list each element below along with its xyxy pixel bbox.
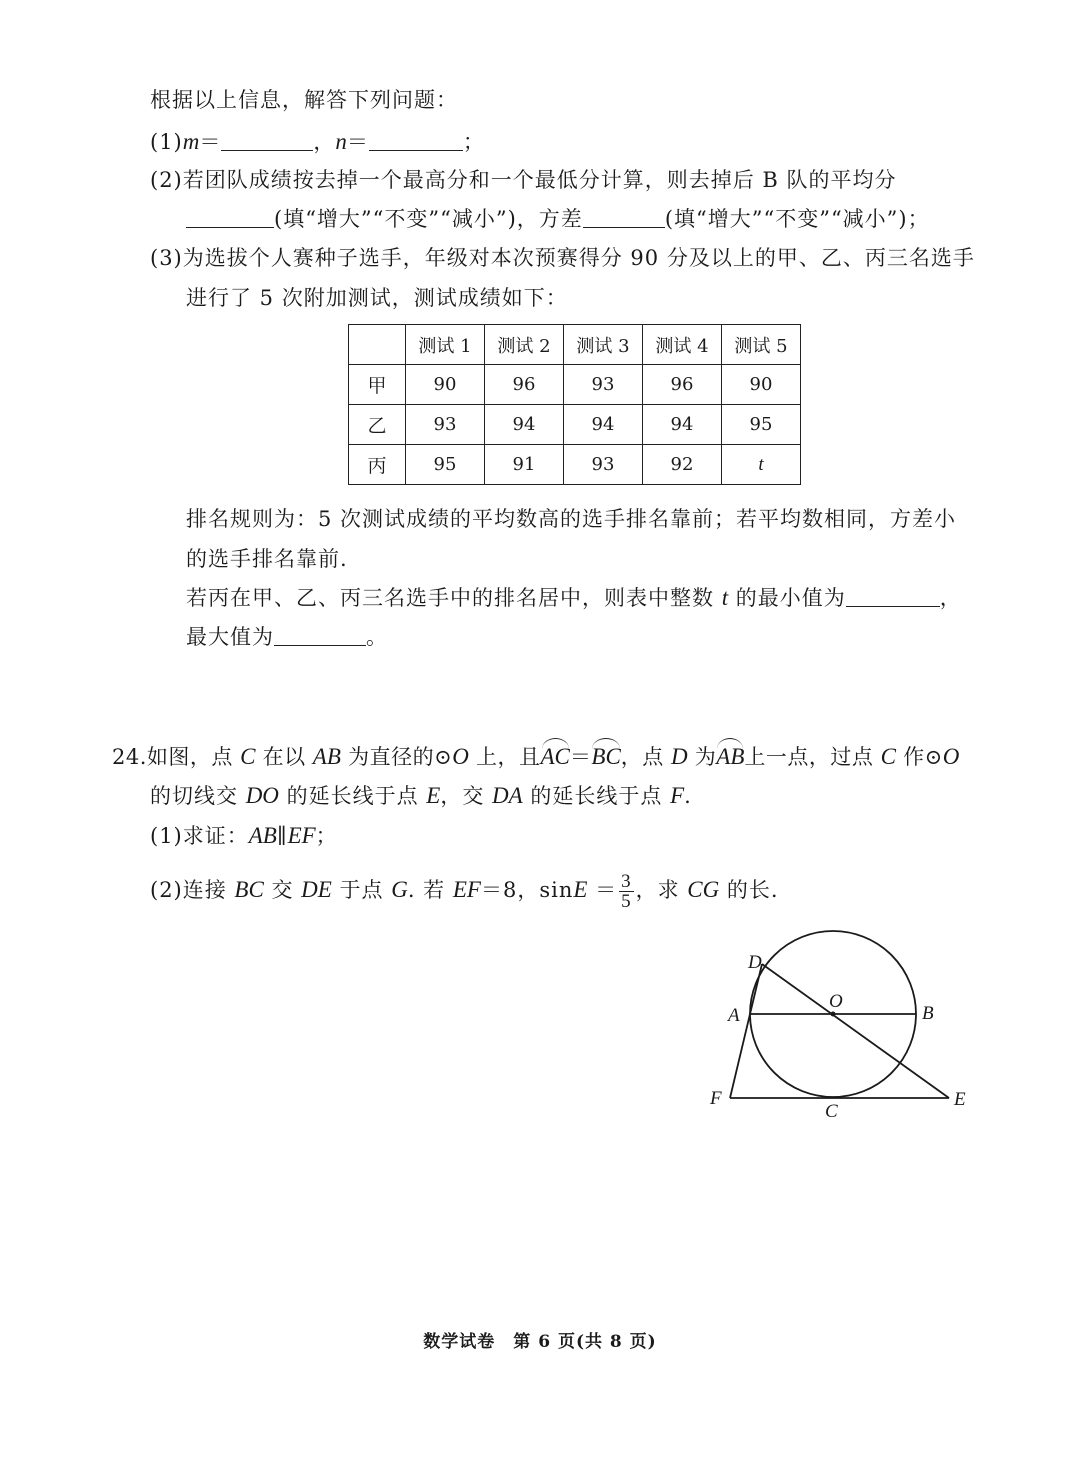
q24-line2 <box>150 782 692 810</box>
label-e: E <box>954 1089 966 1110</box>
var: G <box>391 877 408 902</box>
line-de <box>762 964 949 1098</box>
text: ； <box>315 824 338 848</box>
arc-ab: AB <box>716 744 745 769</box>
text: . <box>684 784 692 808</box>
fraction-three-fifths <box>619 872 634 911</box>
text: 的切线交 <box>150 784 246 808</box>
answer-blank-n[interactable] <box>369 128 463 151</box>
rule-line2: 的选手排名靠前. <box>186 547 348 571</box>
table-cell <box>349 325 406 365</box>
q23-part2-line1: (2)若团队成绩按去掉一个最高分和一个最低分计算，则去掉后 B 队的平均分 <box>150 168 897 192</box>
var: DA <box>492 783 523 808</box>
text: 为 <box>687 745 717 769</box>
table-row <box>349 405 801 445</box>
var: D <box>670 744 688 769</box>
arc-bc: BC <box>591 744 621 769</box>
label-f: F <box>710 1088 722 1109</box>
q23-part2-line2 <box>186 205 930 233</box>
text: ，交 <box>440 784 493 808</box>
intro-text: 根据以上信息，解答下列问题： <box>150 88 458 112</box>
table-header-cell: 测试 4 <box>643 325 722 365</box>
line-af <box>730 1014 750 1098</box>
text: 的延长线于点 <box>522 784 671 808</box>
q23-part3-line2: 进行了 5 次附加测试，测试成绩如下： <box>186 286 568 310</box>
q24-part1 <box>150 822 338 850</box>
q24-part2 <box>150 872 779 911</box>
text: (2)连接 <box>150 878 235 902</box>
table-header-cell: 测试 1 <box>406 325 485 365</box>
var: O <box>942 744 960 769</box>
var: F <box>670 783 685 808</box>
q23-part3-line1: (3)为选拔个人赛种子选手，年级对本次预赛得分 90 分及以上的甲、乙、丙三名选手 <box>150 246 975 270</box>
var-t: t <box>721 585 729 610</box>
comma: ， <box>939 586 962 610</box>
text: 如图，点 <box>146 745 241 769</box>
q24-line1 <box>112 743 959 771</box>
text: 最大值为 <box>186 625 274 649</box>
equals-sign: ＝ <box>346 130 369 154</box>
table-cell: 95 <box>722 405 801 445</box>
text: . 若 <box>407 878 453 902</box>
text: ，点 <box>620 745 671 769</box>
parallel-sign: ∥ <box>276 824 288 848</box>
answer-blank-average[interactable] <box>186 205 274 228</box>
answer-blank-variance[interactable] <box>583 205 665 228</box>
table-row <box>349 365 801 405</box>
text: 作⊙ <box>895 745 943 769</box>
table-cell: 94 <box>485 405 564 445</box>
table-cell-t: t <box>722 445 801 485</box>
table-row-label: 乙 <box>349 405 406 445</box>
var: C <box>240 744 256 769</box>
denominator: 5 <box>621 891 632 912</box>
text: 交 <box>263 878 302 902</box>
answer-blank-min[interactable] <box>846 584 940 607</box>
var: EF <box>452 877 481 902</box>
table-cell: 91 <box>485 445 564 485</box>
var: AB <box>248 823 277 848</box>
text: (1)求证： <box>150 824 249 848</box>
rule-line1: 排名规则为：5 次测试成绩的平均数高的选手排名靠前；若平均数相同，方差小 <box>186 507 957 531</box>
text: ＝8，sin <box>480 878 574 902</box>
var: CG <box>687 877 720 902</box>
question-number: 24. <box>112 745 147 769</box>
text: 上一点，过点 <box>744 745 881 769</box>
table-row <box>349 445 801 485</box>
label-d: D <box>748 952 762 973</box>
var-m: m <box>182 129 200 154</box>
table-cell: 90 <box>406 365 485 405</box>
table-row-label: 丙 <box>349 445 406 485</box>
text: 。 <box>366 625 388 649</box>
table-cell: 90 <box>722 365 801 405</box>
table-cell: 96 <box>485 365 564 405</box>
text: 在以 <box>255 745 313 769</box>
test-scores-table <box>348 324 801 485</box>
arc-ac: AC <box>540 744 570 769</box>
table-cell: 93 <box>564 445 643 485</box>
answer-blank-max[interactable] <box>274 623 366 646</box>
text: (填“增大”“不变”“减小”)，方差 <box>274 207 583 231</box>
table-header-cell: 测试 3 <box>564 325 643 365</box>
var: AB <box>312 744 341 769</box>
text: ，求 <box>635 878 688 902</box>
text: 的延长线于点 <box>278 784 427 808</box>
text: (填“增大”“不变”“减小”)； <box>664 207 930 231</box>
text: ＝ <box>587 878 618 902</box>
table-cell: 92 <box>643 445 722 485</box>
var: BC <box>234 877 264 902</box>
table-cell: 95 <box>406 445 485 485</box>
var-n: n <box>335 129 347 154</box>
table-cell: 96 <box>643 365 722 405</box>
text: ＝ <box>569 745 592 769</box>
geometry-figure <box>700 930 990 1130</box>
label-a: A <box>728 1005 740 1026</box>
label-b: B <box>922 1003 934 1024</box>
numerator: 3 <box>621 871 632 892</box>
var: E <box>426 783 441 808</box>
q23-part1 <box>150 128 485 156</box>
table-header-cell: 测试 2 <box>485 325 564 365</box>
part-label: (1) <box>150 130 183 154</box>
text: 为直径的⊙ <box>340 745 453 769</box>
center-point-o <box>831 1012 836 1017</box>
var: DO <box>245 783 279 808</box>
table-row-label: 甲 <box>349 365 406 405</box>
page-footer: 数学试卷 第 6 页(共 8 页) <box>423 1332 657 1352</box>
ask-line2 <box>186 623 388 651</box>
table-cell: 93 <box>406 405 485 445</box>
table-cell: 94 <box>643 405 722 445</box>
text: 于点 <box>331 878 392 902</box>
label-c: C <box>825 1101 838 1122</box>
semicolon: ； <box>462 130 485 154</box>
ask-line1 <box>186 584 962 612</box>
table-header-row <box>349 325 801 365</box>
table-cell: 93 <box>564 365 643 405</box>
var: EF <box>287 823 316 848</box>
equals-sign: ＝ <box>199 130 222 154</box>
text: 上，且 <box>468 745 541 769</box>
var: E <box>573 877 588 902</box>
text: 若丙在甲、乙、丙三名选手中的排名居中，则表中整数 <box>186 586 714 610</box>
answer-blank-m[interactable] <box>221 128 313 151</box>
comma: ， <box>313 130 336 154</box>
label-o: O <box>829 991 843 1012</box>
var: C <box>880 744 896 769</box>
text: 的最小值为 <box>735 586 846 610</box>
table-cell: 94 <box>564 405 643 445</box>
table-header-cell: 测试 5 <box>722 325 801 365</box>
var: O <box>452 744 469 769</box>
text: 的长. <box>719 878 779 902</box>
var: DE <box>301 877 332 902</box>
